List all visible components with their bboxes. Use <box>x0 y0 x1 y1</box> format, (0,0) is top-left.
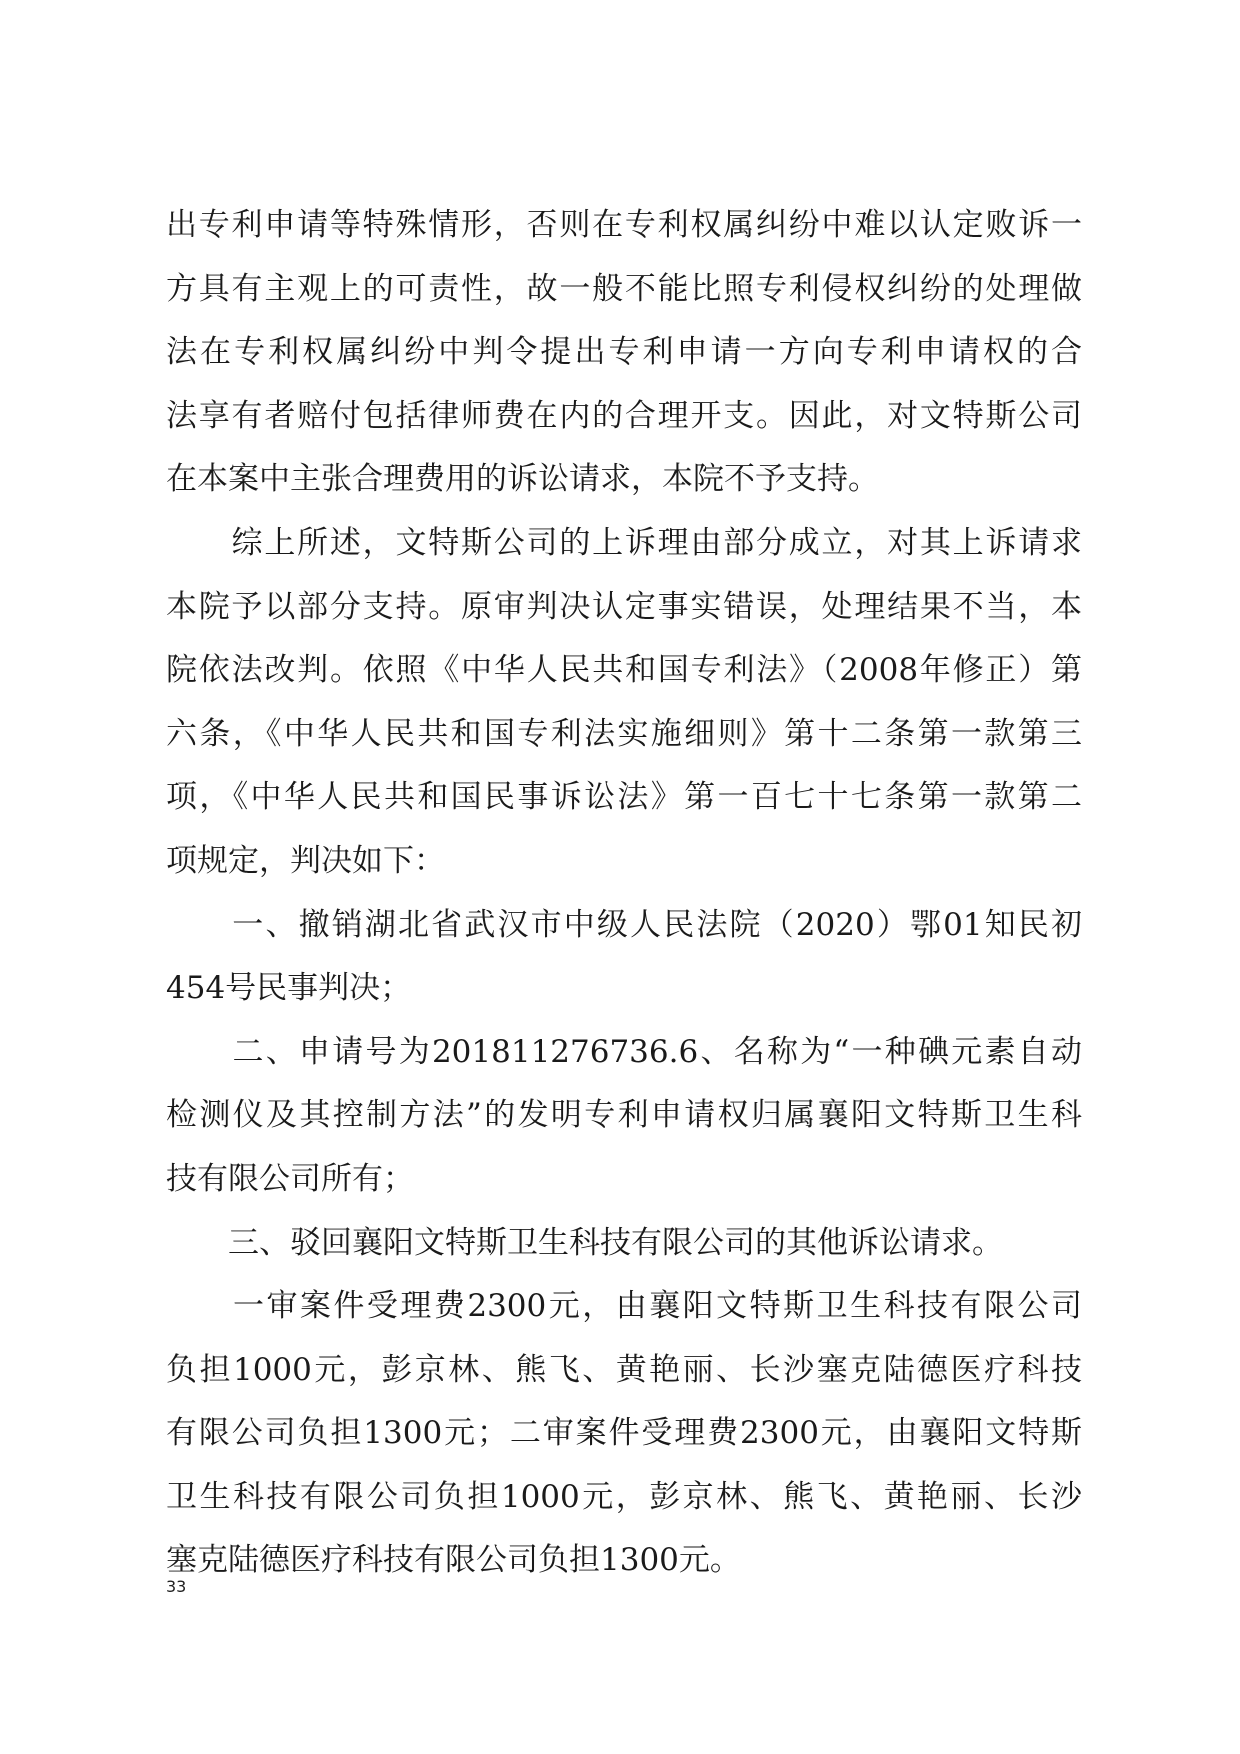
page-number: 33 <box>166 1577 187 1596</box>
text-line: 卫生科技有限公司负担1000元，彭京林、熊飞、黄艳丽、长沙 <box>166 1478 1082 1515</box>
judgment-body-text <box>166 194 1082 1593</box>
text-line: 一、撤销湖北省武汉市中级人民法院（2020）鄂01知民初 <box>166 906 1082 943</box>
text-line: 法在专利权属纠纷中判令提出专利申请一方向专利申请权的合 <box>166 334 1082 371</box>
text-line: 塞克陆德医疗科技有限公司负担1300元。 <box>166 1542 741 1579</box>
text-line: 在本案中主张合理费用的诉讼请求，本院不予支持。 <box>166 461 879 498</box>
text-line: 院依法改判。依照《中华人民共和国专利法》（2008年修正）第 <box>166 652 1082 689</box>
text-line: 负担1000元，彭京林、熊飞、黄艳丽、长沙塞克陆德医疗科技 <box>166 1351 1082 1388</box>
text-line: 出专利申请等特殊情形，否则在专利权属纠纷中难以认定败诉一 <box>166 207 1082 243</box>
text-line: 二、申请号为201811276736.6、名称为“一种碘元素自动 <box>166 1033 1082 1070</box>
text-line: 检测仪及其控制方法”的发明专利申请权归属襄阳文特斯卫生科 <box>166 1097 1082 1134</box>
text-line: 综上所述，文特斯公司的上诉理由部分成立，对其上诉请求 <box>166 524 1082 561</box>
text-line: 一审案件受理费2300元，由襄阳文特斯卫生科技有限公司 <box>166 1288 1082 1325</box>
text-line: 454号民事判决； <box>166 970 412 1007</box>
text-line: 项，《中华人民共和国民事诉讼法》第一百七十七条第一款第二 <box>166 779 1082 816</box>
text-line: 方具有主观上的可责性，故一般不能比照专利侵权纠纷的处理做 <box>166 270 1082 307</box>
text-line: 项规定，判决如下： <box>166 842 445 879</box>
text-line: 有限公司负担1300元；二审案件受理费2300元，由襄阳文特斯 <box>166 1415 1082 1452</box>
text-line: 技有限公司所有； <box>166 1160 414 1197</box>
text-line: 法享有者赔付包括律师费在内的合理开支。因此，对文特斯公司 <box>166 397 1082 434</box>
text-line: 本院予以部分支持。原审判决认定事实错误，处理结果不当，本 <box>166 588 1082 625</box>
text-line: 六条，《中华人民共和国专利法实施细则》第十二条第一款第三 <box>166 715 1082 752</box>
text-line: 三、驳回襄阳文特斯卫生科技有限公司的其他诉讼请求。 <box>166 1224 1003 1261</box>
